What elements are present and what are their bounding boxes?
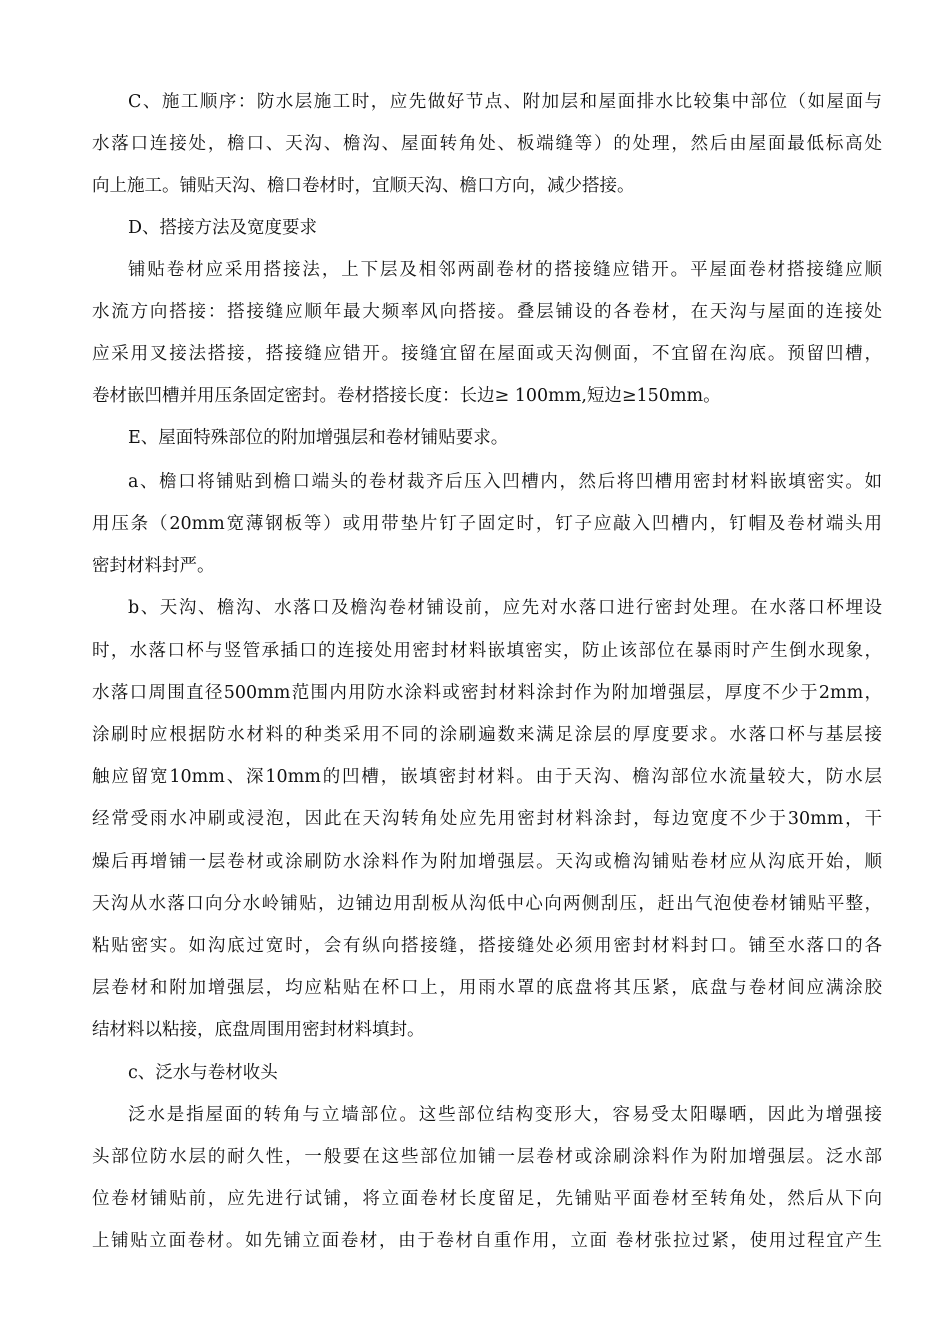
text-line: 结材料以粘接，底盘周围用密封材料填封。 — [92, 1020, 425, 1040]
text-line: 水落口连接处，檐口、天沟、檐沟、屋面转角处、板端缝等）的处理，然后由屋面最低标高处 — [92, 134, 882, 154]
text-line: a、檐口将铺贴到檐口端头的卷材裁齐后压入凹槽内，然后将凹槽用密封材料嵌填密实。如 — [128, 472, 882, 492]
text-line: 向上施工。铺贴天沟、檐口卷材时，宜顺天沟、檐口方向，减少搭接。 — [92, 176, 635, 196]
text-line: C、施工顺序：防水层施工时，应先做好节点、附加层和屋面排水比较集中部位（如屋面与 — [128, 92, 882, 112]
section-heading: D、搭接方法及宽度要求 — [128, 218, 318, 238]
text-line: 水落口周围直径500mm范围内用防水涂料或密封材料涂封作为附加增强层，厚度不少于2mm， — [92, 683, 882, 703]
text-line: 水流方向搭接：搭接缝应顺年最大频率风向搭接。叠层铺设的各卷材，在天沟与屋面的连接处 — [92, 302, 882, 322]
section-heading: c、泛水与卷材收头 — [128, 1063, 278, 1083]
text-line: 位卷材铺贴前，应先进行试铺，将立面卷材长度留足，先铺贴平面卷材至转角处，然后从下向 — [92, 1189, 882, 1209]
text-line: 上铺贴立面卷材。如先铺立面卷材，由于卷材自重作用，立面 卷材张拉过紧，使用过程宜产生 — [92, 1231, 882, 1251]
text-line: 天沟从水落口向分水岭铺贴，边铺边用刮板从沟低中心向两侧刮压，赶出气泡使卷材铺贴平整， — [92, 894, 882, 914]
text-line: b、天沟、檐沟、水落口及檐沟卷材铺设前，应先对水落口进行密封处理。在水落口杯埋设 — [128, 598, 882, 618]
text-line: 涂刷时应根据防水材料的种类采用不同的涂刷遍数来满足涂层的厚度要求。水落口杯与基层接 — [92, 725, 882, 745]
section-heading: E、屋面特殊部位的附加增强层和卷材铺贴要求。 — [128, 428, 509, 448]
text-line: 卷材嵌凹槽并用压条固定密封。卷材搭接长度：长边≥ 100mm,短边≥150mm。 — [92, 386, 721, 406]
text-line: 经常受雨水冲刷或浸泡，因此在天沟转角处应先用密封材料涂封，每边宽度不少于30mm，干 — [92, 809, 882, 829]
text-line: 层卷材和附加增强层，均应粘贴在杯口上，用雨水罩的底盘将其压紧，底盘与卷材间应满涂胶 — [92, 978, 882, 998]
text-line: 应采用叉接法搭接，搭接缝应错开。接缝宜留在屋面或天沟侧面，不宜留在沟底。预留凹槽， — [92, 344, 882, 364]
text-line: 铺贴卷材应采用搭接法，上下层及相邻两副卷材的搭接缝应错开。平屋面卷材搭接缝应顺 — [128, 260, 882, 280]
text-line: 头部位防水层的耐久性，一般要在这些部位加铺一层卷材或涂刷涂料作为附加增强层。泛水部 — [92, 1147, 882, 1167]
text-line: 泛水是指屋面的转角与立墙部位。这些部位结构变形大，容易受太阳曝晒，因此为增强接 — [128, 1105, 882, 1125]
text-line: 触应留宽10mm、深10mm的凹槽，嵌填密封材料。由于天沟、檐沟部位水流量较大，防水层 — [92, 767, 882, 787]
text-line: 时，水落口杯与竖管承插口的连接处用密封材料嵌填密实，防止该部位在暴雨时产生倒水现象， — [92, 641, 882, 661]
text-line: 用压条（20mm宽薄钢板等）或用带垫片钉子固定时，钉子应敲入凹槽内，钉帽及卷材端头用 — [92, 514, 882, 534]
text-line: 粘贴密实。如沟底过宽时，会有纵向搭接缝，搭接缝处必须用密封材料封口。铺至水落口的各 — [92, 936, 882, 956]
text-line: 燥后再增铺一层卷材或涂刷防水涂料作为附加增强层。天沟或檐沟铺贴卷材应从沟底开始，顺 — [92, 852, 882, 872]
text-line: 密封材料封严。 — [92, 556, 215, 576]
